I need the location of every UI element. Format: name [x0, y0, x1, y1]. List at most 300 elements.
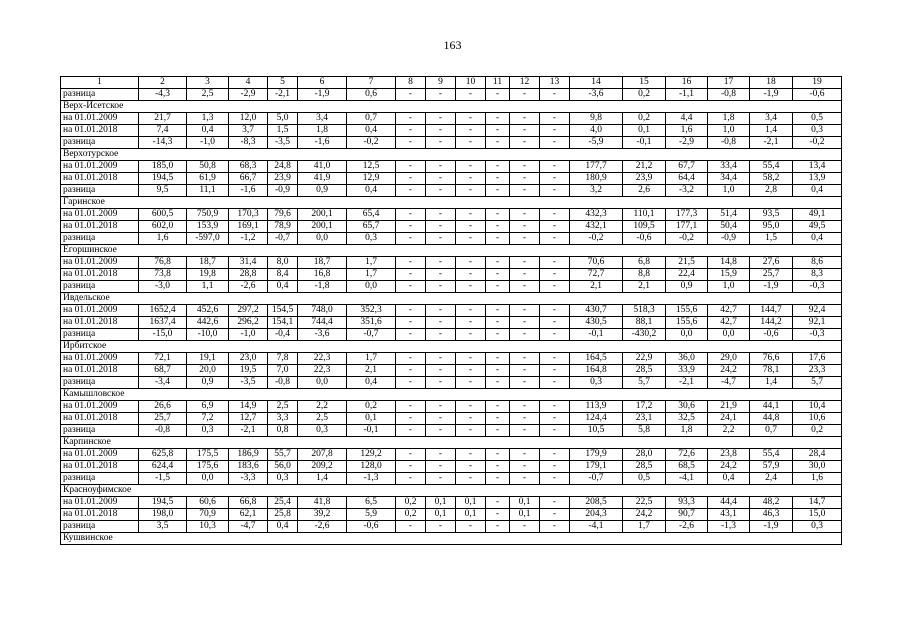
table-cell: 28,8 [229, 269, 268, 281]
table-cell: 432,1 [570, 221, 623, 233]
table-cell: - [396, 317, 426, 329]
table-cell: 5,7 [623, 377, 666, 389]
table-cell: 62,1 [229, 509, 268, 521]
table-cell: 6,9 [187, 401, 229, 413]
row-label: разница [61, 521, 139, 533]
section-label: Красноуфимское [61, 485, 842, 497]
table-cell: 6,5 [347, 497, 396, 509]
table-cell: - [540, 137, 570, 149]
table-cell: 129,2 [347, 449, 396, 461]
table-cell: - [396, 281, 426, 293]
table-cell: 92,4 [793, 305, 842, 317]
table-cell: 0,9 [187, 377, 229, 389]
table-cell: 22,3 [298, 365, 347, 377]
table-cell: - [426, 113, 456, 125]
column-header: 10 [456, 77, 486, 89]
table-row [61, 461, 842, 473]
table-cell: 28,4 [793, 449, 842, 461]
table-cell: 30,6 [666, 401, 708, 413]
table-row [61, 497, 842, 509]
table-cell: 48,2 [750, 497, 793, 509]
table-cell: 124,4 [570, 413, 623, 425]
table-cell: -4,7 [708, 377, 750, 389]
row-label: разница [61, 473, 139, 485]
table-cell: - [540, 209, 570, 221]
row-label: на 01.01.2009 [61, 257, 139, 269]
column-header: 12 [510, 77, 540, 89]
table-cell: - [540, 305, 570, 317]
table-cell: 23,3 [793, 365, 842, 377]
table-cell: - [396, 125, 426, 137]
table-cell: 66,8 [229, 497, 268, 509]
table-cell: -2,1 [750, 137, 793, 149]
table-cell: - [510, 377, 540, 389]
section-label: Верхотурское [61, 149, 842, 161]
table-cell: 42,7 [708, 305, 750, 317]
table-cell: - [396, 401, 426, 413]
table-cell: - [396, 161, 426, 173]
table-cell: 1,6 [139, 233, 187, 245]
table-cell: 430,7 [570, 305, 623, 317]
table-row [61, 377, 842, 389]
table-cell: -0,2 [793, 137, 842, 149]
table-cell: -2,6 [298, 521, 347, 533]
row-label: на 01.01.2018 [61, 269, 139, 281]
table-cell: -1,0 [187, 137, 229, 149]
section-label: Ирбитское [61, 341, 842, 353]
table-cell: - [456, 281, 486, 293]
table-cell: - [540, 257, 570, 269]
table-cell: - [486, 365, 510, 377]
table-cell: 1,8 [708, 113, 750, 125]
table-cell: 68,5 [666, 461, 708, 473]
table-cell: - [456, 161, 486, 173]
table-cell: - [456, 137, 486, 149]
column-header: 4 [229, 77, 268, 89]
table-cell: 0,4 [347, 125, 396, 137]
table-cell: -0,8 [708, 89, 750, 101]
table-cell: -0,7 [268, 233, 298, 245]
table-cell: - [396, 449, 426, 461]
table-cell: 43,1 [708, 509, 750, 521]
table-row [61, 185, 842, 197]
row-label: на 01.01.2009 [61, 161, 139, 173]
table-row [61, 281, 842, 293]
table-cell: -0,6 [347, 521, 396, 533]
table-cell: 49,5 [793, 221, 842, 233]
table-cell: -10,0 [187, 329, 229, 341]
table-cell: 2,1 [347, 365, 396, 377]
table-cell: - [456, 113, 486, 125]
table-cell: - [456, 449, 486, 461]
table-cell: -1,9 [750, 521, 793, 533]
forest-data-table [60, 76, 842, 545]
table-row [61, 221, 842, 233]
table-cell: 20,0 [187, 365, 229, 377]
table-cell: -1,6 [229, 185, 268, 197]
table-cell: 10,5 [570, 425, 623, 437]
table-cell: 4,0 [570, 125, 623, 137]
table-cell: - [426, 305, 456, 317]
table-cell: 41,8 [298, 497, 347, 509]
table-cell: - [510, 269, 540, 281]
section-label: Гаринское [61, 197, 842, 209]
table-cell: - [486, 281, 510, 293]
row-label: разница [61, 281, 139, 293]
table-cell: 204,3 [570, 509, 623, 521]
table-cell: 61,9 [187, 173, 229, 185]
table-cell: 0,4 [347, 377, 396, 389]
column-header: 11 [486, 77, 510, 89]
table-cell: 0,2 [793, 425, 842, 437]
table-cell: 17,2 [623, 401, 666, 413]
table-cell: 36,0 [666, 353, 708, 365]
table-cell: 175,6 [187, 461, 229, 473]
table-cell: 0,7 [347, 113, 396, 125]
table-cell: 8,0 [268, 257, 298, 269]
table-cell: 22,3 [298, 353, 347, 365]
table-cell: 0,3 [793, 125, 842, 137]
table-cell: -0,9 [268, 185, 298, 197]
table-cell: - [426, 137, 456, 149]
table-cell: -0,1 [570, 329, 623, 341]
table-cell: 21,2 [623, 161, 666, 173]
table-cell: - [510, 353, 540, 365]
section-label: Карпинское [61, 437, 842, 449]
table-cell: 748,0 [298, 305, 347, 317]
table-cell: 175,5 [187, 449, 229, 461]
table-cell: - [426, 329, 456, 341]
table-cell: 5,7 [793, 377, 842, 389]
table-cell: 21,5 [666, 257, 708, 269]
table-cell: 9,8 [570, 113, 623, 125]
table-cell: - [486, 329, 510, 341]
table-cell: - [540, 461, 570, 473]
table-cell: - [456, 269, 486, 281]
table-cell: - [540, 161, 570, 173]
column-header: 3 [187, 77, 229, 89]
table-cell: 56,0 [268, 461, 298, 473]
table-cell: -0,6 [623, 233, 666, 245]
table-cell: 31,4 [229, 257, 268, 269]
table-cell: 72,6 [666, 449, 708, 461]
table-cell: 194,5 [139, 173, 187, 185]
column-header: 9 [426, 77, 456, 89]
table-cell: 10,3 [187, 521, 229, 533]
table-cell: 24,2 [623, 509, 666, 521]
table-cell: 0,1 [426, 497, 456, 509]
table-cell: -0,2 [666, 233, 708, 245]
section-row [61, 437, 842, 449]
table-cell: -0,6 [750, 329, 793, 341]
table-cell: 1,0 [708, 125, 750, 137]
table-cell: 22,9 [623, 353, 666, 365]
table-cell: - [510, 365, 540, 377]
row-label: разница [61, 329, 139, 341]
table-cell: - [396, 233, 426, 245]
table-cell: - [426, 413, 456, 425]
table-cell: - [540, 425, 570, 437]
table-cell: 2,6 [623, 185, 666, 197]
table-cell: 0,2 [396, 497, 426, 509]
table-cell: -2,6 [229, 281, 268, 293]
table-row [61, 353, 842, 365]
table-cell: 5,8 [623, 425, 666, 437]
table-cell: - [510, 137, 540, 149]
table-cell: 0,3 [298, 425, 347, 437]
table-cell: 26,6 [139, 401, 187, 413]
table-cell: 8,6 [793, 257, 842, 269]
section-row [61, 149, 842, 161]
table-cell: 164,5 [570, 353, 623, 365]
table-cell: - [396, 257, 426, 269]
table-cell: -0,8 [268, 377, 298, 389]
table-cell: 624,4 [139, 461, 187, 473]
table-cell: 23,8 [708, 449, 750, 461]
table-cell: - [456, 329, 486, 341]
table-cell: 0,0 [708, 329, 750, 341]
table-cell: 23,1 [623, 413, 666, 425]
table-cell: 3,7 [229, 125, 268, 137]
table-row [61, 125, 842, 137]
table-cell: -1,9 [750, 281, 793, 293]
table-cell: - [486, 89, 510, 101]
table-cell: - [456, 305, 486, 317]
table-cell: - [426, 209, 456, 221]
table-cell: 198,0 [139, 509, 187, 521]
table-cell: 2,5 [298, 413, 347, 425]
table-cell: - [456, 521, 486, 533]
row-label: на 01.01.2009 [61, 113, 139, 125]
table-row [61, 113, 842, 125]
table-cell: 0,4 [793, 233, 842, 245]
table-cell: 442,6 [187, 317, 229, 329]
table-cell: -1,8 [298, 281, 347, 293]
table-cell: - [486, 257, 510, 269]
table-cell: 0,1 [456, 497, 486, 509]
table-cell: - [486, 413, 510, 425]
table-cell: 8,3 [793, 269, 842, 281]
table-cell: 0,4 [187, 125, 229, 137]
table-cell: 1,4 [750, 125, 793, 137]
table-cell: - [426, 317, 456, 329]
table-cell: 65,7 [347, 221, 396, 233]
table-cell: 177,3 [666, 209, 708, 221]
column-header: 6 [298, 77, 347, 89]
table-cell: -4,1 [666, 473, 708, 485]
row-label: на 01.01.2009 [61, 353, 139, 365]
table-cell: 24,8 [268, 161, 298, 173]
table-cell: 2,1 [570, 281, 623, 293]
table-cell: 432,3 [570, 209, 623, 221]
table-cell: 78,9 [268, 221, 298, 233]
table-cell: -1,2 [229, 233, 268, 245]
table-cell: 154,1 [268, 317, 298, 329]
table-cell: - [540, 113, 570, 125]
table-cell: 194,5 [139, 497, 187, 509]
table-cell: - [396, 173, 426, 185]
table-cell: -2,9 [229, 89, 268, 101]
table-cell: - [540, 401, 570, 413]
table-cell: -4,3 [139, 89, 187, 101]
table-cell: - [540, 89, 570, 101]
table-cell: - [510, 89, 540, 101]
column-header: 15 [623, 77, 666, 89]
table-cell: 24,2 [708, 365, 750, 377]
table-cell: 180,9 [570, 173, 623, 185]
table-cell: 9,5 [139, 185, 187, 197]
table-cell: 24,2 [708, 461, 750, 473]
table-cell: 208,5 [570, 497, 623, 509]
table-cell: 186,9 [229, 449, 268, 461]
table-cell: 200,1 [298, 209, 347, 221]
table-cell: - [396, 413, 426, 425]
table-cell: - [426, 233, 456, 245]
table-cell: -1,3 [347, 473, 396, 485]
table-cell: 78,1 [750, 365, 793, 377]
table-cell: -4,7 [229, 521, 268, 533]
table-cell: - [540, 233, 570, 245]
table-cell: - [486, 317, 510, 329]
table-cell: 8,8 [623, 269, 666, 281]
table-cell: 209,2 [298, 461, 347, 473]
section-label: Егоршинское [61, 245, 842, 257]
row-label: разница [61, 233, 139, 245]
section-row [61, 293, 842, 305]
table-cell: 13,4 [793, 161, 842, 173]
table-cell: - [540, 329, 570, 341]
table-cell: -1,9 [750, 89, 793, 101]
table-cell: -3,6 [298, 329, 347, 341]
table-cell: -1,5 [139, 473, 187, 485]
column-header: 17 [708, 77, 750, 89]
table-body [61, 89, 842, 545]
table-cell: - [456, 209, 486, 221]
table-cell: - [426, 473, 456, 485]
table-cell: 25,7 [750, 269, 793, 281]
table-cell: 625,8 [139, 449, 187, 461]
table-row [61, 401, 842, 413]
table-cell: 0,1 [347, 413, 396, 425]
table-cell: 352,3 [347, 305, 396, 317]
row-label: на 01.01.2018 [61, 509, 139, 521]
table-cell: 0,1 [623, 125, 666, 137]
column-header: 8 [396, 77, 426, 89]
table-cell: - [510, 461, 540, 473]
table-cell: - [426, 449, 456, 461]
table-cell: - [396, 269, 426, 281]
table-cell: - [510, 401, 540, 413]
table-cell: 1,5 [750, 233, 793, 245]
table-cell: 109,5 [623, 221, 666, 233]
table-cell: - [486, 233, 510, 245]
table-cell: 0,0 [187, 473, 229, 485]
table-cell: - [396, 377, 426, 389]
page-number: 163 [443, 38, 462, 52]
table-cell: 8,4 [268, 269, 298, 281]
table-cell: 12,0 [229, 113, 268, 125]
table-cell: 0,1 [510, 497, 540, 509]
row-label: на 01.01.2009 [61, 305, 139, 317]
section-label: Кушвинское [61, 533, 842, 545]
row-label: разница [61, 425, 139, 437]
table-cell: 200,1 [298, 221, 347, 233]
table-cell: - [540, 413, 570, 425]
table-cell: -3,3 [229, 473, 268, 485]
table-cell: - [456, 377, 486, 389]
table-cell: 55,4 [750, 449, 793, 461]
table-cell: - [426, 461, 456, 473]
table-cell: - [426, 521, 456, 533]
column-header: 2 [139, 77, 187, 89]
table-cell: -0,7 [570, 473, 623, 485]
table-cell: 5,9 [347, 509, 396, 521]
table-cell: - [510, 209, 540, 221]
table-row [61, 317, 842, 329]
table-cell: 1,7 [347, 269, 396, 281]
table-cell: 351,6 [347, 317, 396, 329]
table-cell: - [486, 113, 510, 125]
table-cell: 57,9 [750, 461, 793, 473]
table-cell: 65,4 [347, 209, 396, 221]
table-cell: 1,6 [666, 125, 708, 137]
column-header: 19 [793, 77, 842, 89]
table-cell: 0,1 [426, 509, 456, 521]
table-cell: - [456, 89, 486, 101]
table-cell: 7,8 [268, 353, 298, 365]
table-cell: - [486, 161, 510, 173]
table-cell: 0,3 [347, 233, 396, 245]
table-cell: 1652,4 [139, 305, 187, 317]
table-cell: -430,2 [623, 329, 666, 341]
table-cell: 17,6 [793, 353, 842, 365]
table-cell: - [486, 137, 510, 149]
table-cell: -3,5 [229, 377, 268, 389]
table-cell: 90,7 [666, 509, 708, 521]
table-cell: 2,2 [298, 401, 347, 413]
table-cell: -597,0 [187, 233, 229, 245]
table-cell: - [456, 461, 486, 473]
table-cell: 19,1 [187, 353, 229, 365]
table-cell: 164,8 [570, 365, 623, 377]
table-cell: 3,5 [139, 521, 187, 533]
table-cell: 0,3 [793, 521, 842, 533]
table-cell: 155,6 [666, 317, 708, 329]
table-cell: - [426, 281, 456, 293]
table-cell: - [510, 521, 540, 533]
table-cell: - [456, 173, 486, 185]
table-cell: 29,0 [708, 353, 750, 365]
table-cell: - [396, 329, 426, 341]
table-cell: 14,7 [793, 497, 842, 509]
table-cell: 0,4 [708, 473, 750, 485]
table-cell: 0,8 [268, 425, 298, 437]
column-header: 5 [268, 77, 298, 89]
table-cell: 21,7 [139, 113, 187, 125]
table-cell: -0,9 [708, 233, 750, 245]
table-cell: 1,0 [708, 185, 750, 197]
table-cell: -2,1 [666, 377, 708, 389]
table-cell: 72,7 [570, 269, 623, 281]
row-label: на 01.01.2009 [61, 497, 139, 509]
table-cell: 0,2 [623, 113, 666, 125]
table-cell: -2,1 [268, 89, 298, 101]
table-cell: 51,4 [708, 209, 750, 221]
table-cell: - [510, 233, 540, 245]
table-cell: - [540, 365, 570, 377]
table-cell: 30,0 [793, 461, 842, 473]
table-cell: - [510, 161, 540, 173]
